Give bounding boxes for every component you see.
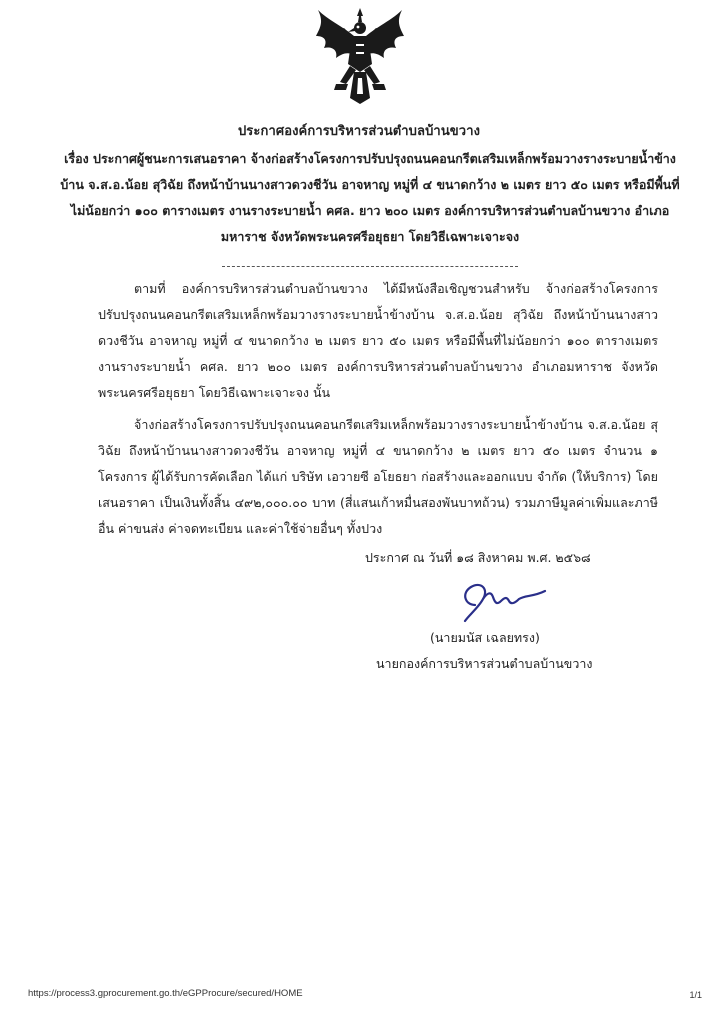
body-paragraph-2: จ้างก่อสร้างโครงการปรับปรุงถนนคอนกรีตเสริมเหล็กพร้อมวางรางระบายน้ำข้างบ้าน จ.ส.อ.น้อย สุวิฉัย ถึงหน้าบ้านนางสาวดวงชีวัน อาจหาญ หมู่ที่ ๔ ขนาดกว้าง ๒ เมตร ยาว ๕๐ เมตร จำนวน ๑ โครงการ ผู้ได้รับการคัดเลือก ได้แก่ บริษัท เอวายซี อโยธยา ก่อสร้างและออกแบบ จำกัด (ให้บริการ) โดยเสนอราคา เป็นเงินทั้งสิ้น ๔๙๒,๐๐๐.๐๐ บาท (สี่แสนเก้าหมื่นสองพันบาทถ้วน) รวมภาษีมูลค่าเพิ่มและภาษีอื่น ค่าขนส่ง ค่าจดทะเบียน และค่าใช้จ่ายอื่นๆ ทั้งปวง [98, 417, 658, 536]
announcement-date: ประกาศ ณ วันที่ ๑๘ สิงหาคม พ.ศ. ๒๕๖๘ [365, 550, 591, 565]
divider-line [222, 266, 518, 267]
garuda-emblem-icon [314, 6, 406, 106]
document-subject: เรื่อง ประกาศผู้ชนะการเสนอราคา จ้างก่อสร้างโครงการปรับปรุงถนนคอนกรีตเสริมเหล็กพร้อมวางรางระบายน้ำข้างบ้าน จ.ส.อ.น้อย สุวิฉัย ถึงหน้าบ้านนางสาวดวงชีวัน อาจหาญ หมู่ที่ ๔ ขนาดกว้าง ๒ เมตร ยาว ๕๐ เมตร หรือมีพื้นที่ไม่น้อยกว่า ๑๐๐ ตารางเมตร งานรางระบายน้ำ คศล. ยาว ๒๐๐ เมตร องค์การบริหารส่วนตำบลบ้านขวาง อำเภอมหาราช จังหวัดพระนครศรีอยุธยา โดยวิธีเฉพาะเจาะจง [60, 151, 680, 244]
body-paragraph-1: ตามที่ องค์การบริหารส่วนตำบลบ้านขวาง ได้มีหนังสือเชิญชวนสำหรับ จ้างก่อสร้างโครงการปรับปรุงถนนคอนกรีตเสริมเหล็กพร้อมวางรางระบายน้ำข้างบ้าน จ.ส.อ.น้อย สุวิฉัย ถึงหน้าบ้านนางสาวดวงชีวัน อาจหาญ หมู่ที่ ๔ ขนาดกว้าง ๒ เมตร ยาว ๕๐ เมตร หรือมีพื้นที่ไม่น้อยกว่า ๑๐๐ ตารางเมตร งานรางระบายน้ำ คศล. ยาว ๒๐๐ เมตร องค์การบริหารส่วนตำบลบ้านขวาง อำเภอมหาราช จังหวัดพระนครศรีอยุธยา โดยวิธีเฉพาะเจาะจง นั้น [98, 281, 658, 400]
signer-position: นายกองค์การบริหารส่วนตำบลบ้านขวาง [376, 656, 593, 671]
signer-name: (นายมนัส เฉลยทรง) [430, 630, 540, 645]
document-title: ประกาศองค์การบริหารส่วนตำบลบ้านขวาง [237, 124, 481, 139]
signature [455, 575, 555, 627]
document-body [98, 276, 658, 542]
footer-url[interactable]: https://process3.gprocurement.go.th/eGPProcure/secured/HOME [28, 988, 303, 999]
page-number: 1/1 [689, 990, 702, 1000]
